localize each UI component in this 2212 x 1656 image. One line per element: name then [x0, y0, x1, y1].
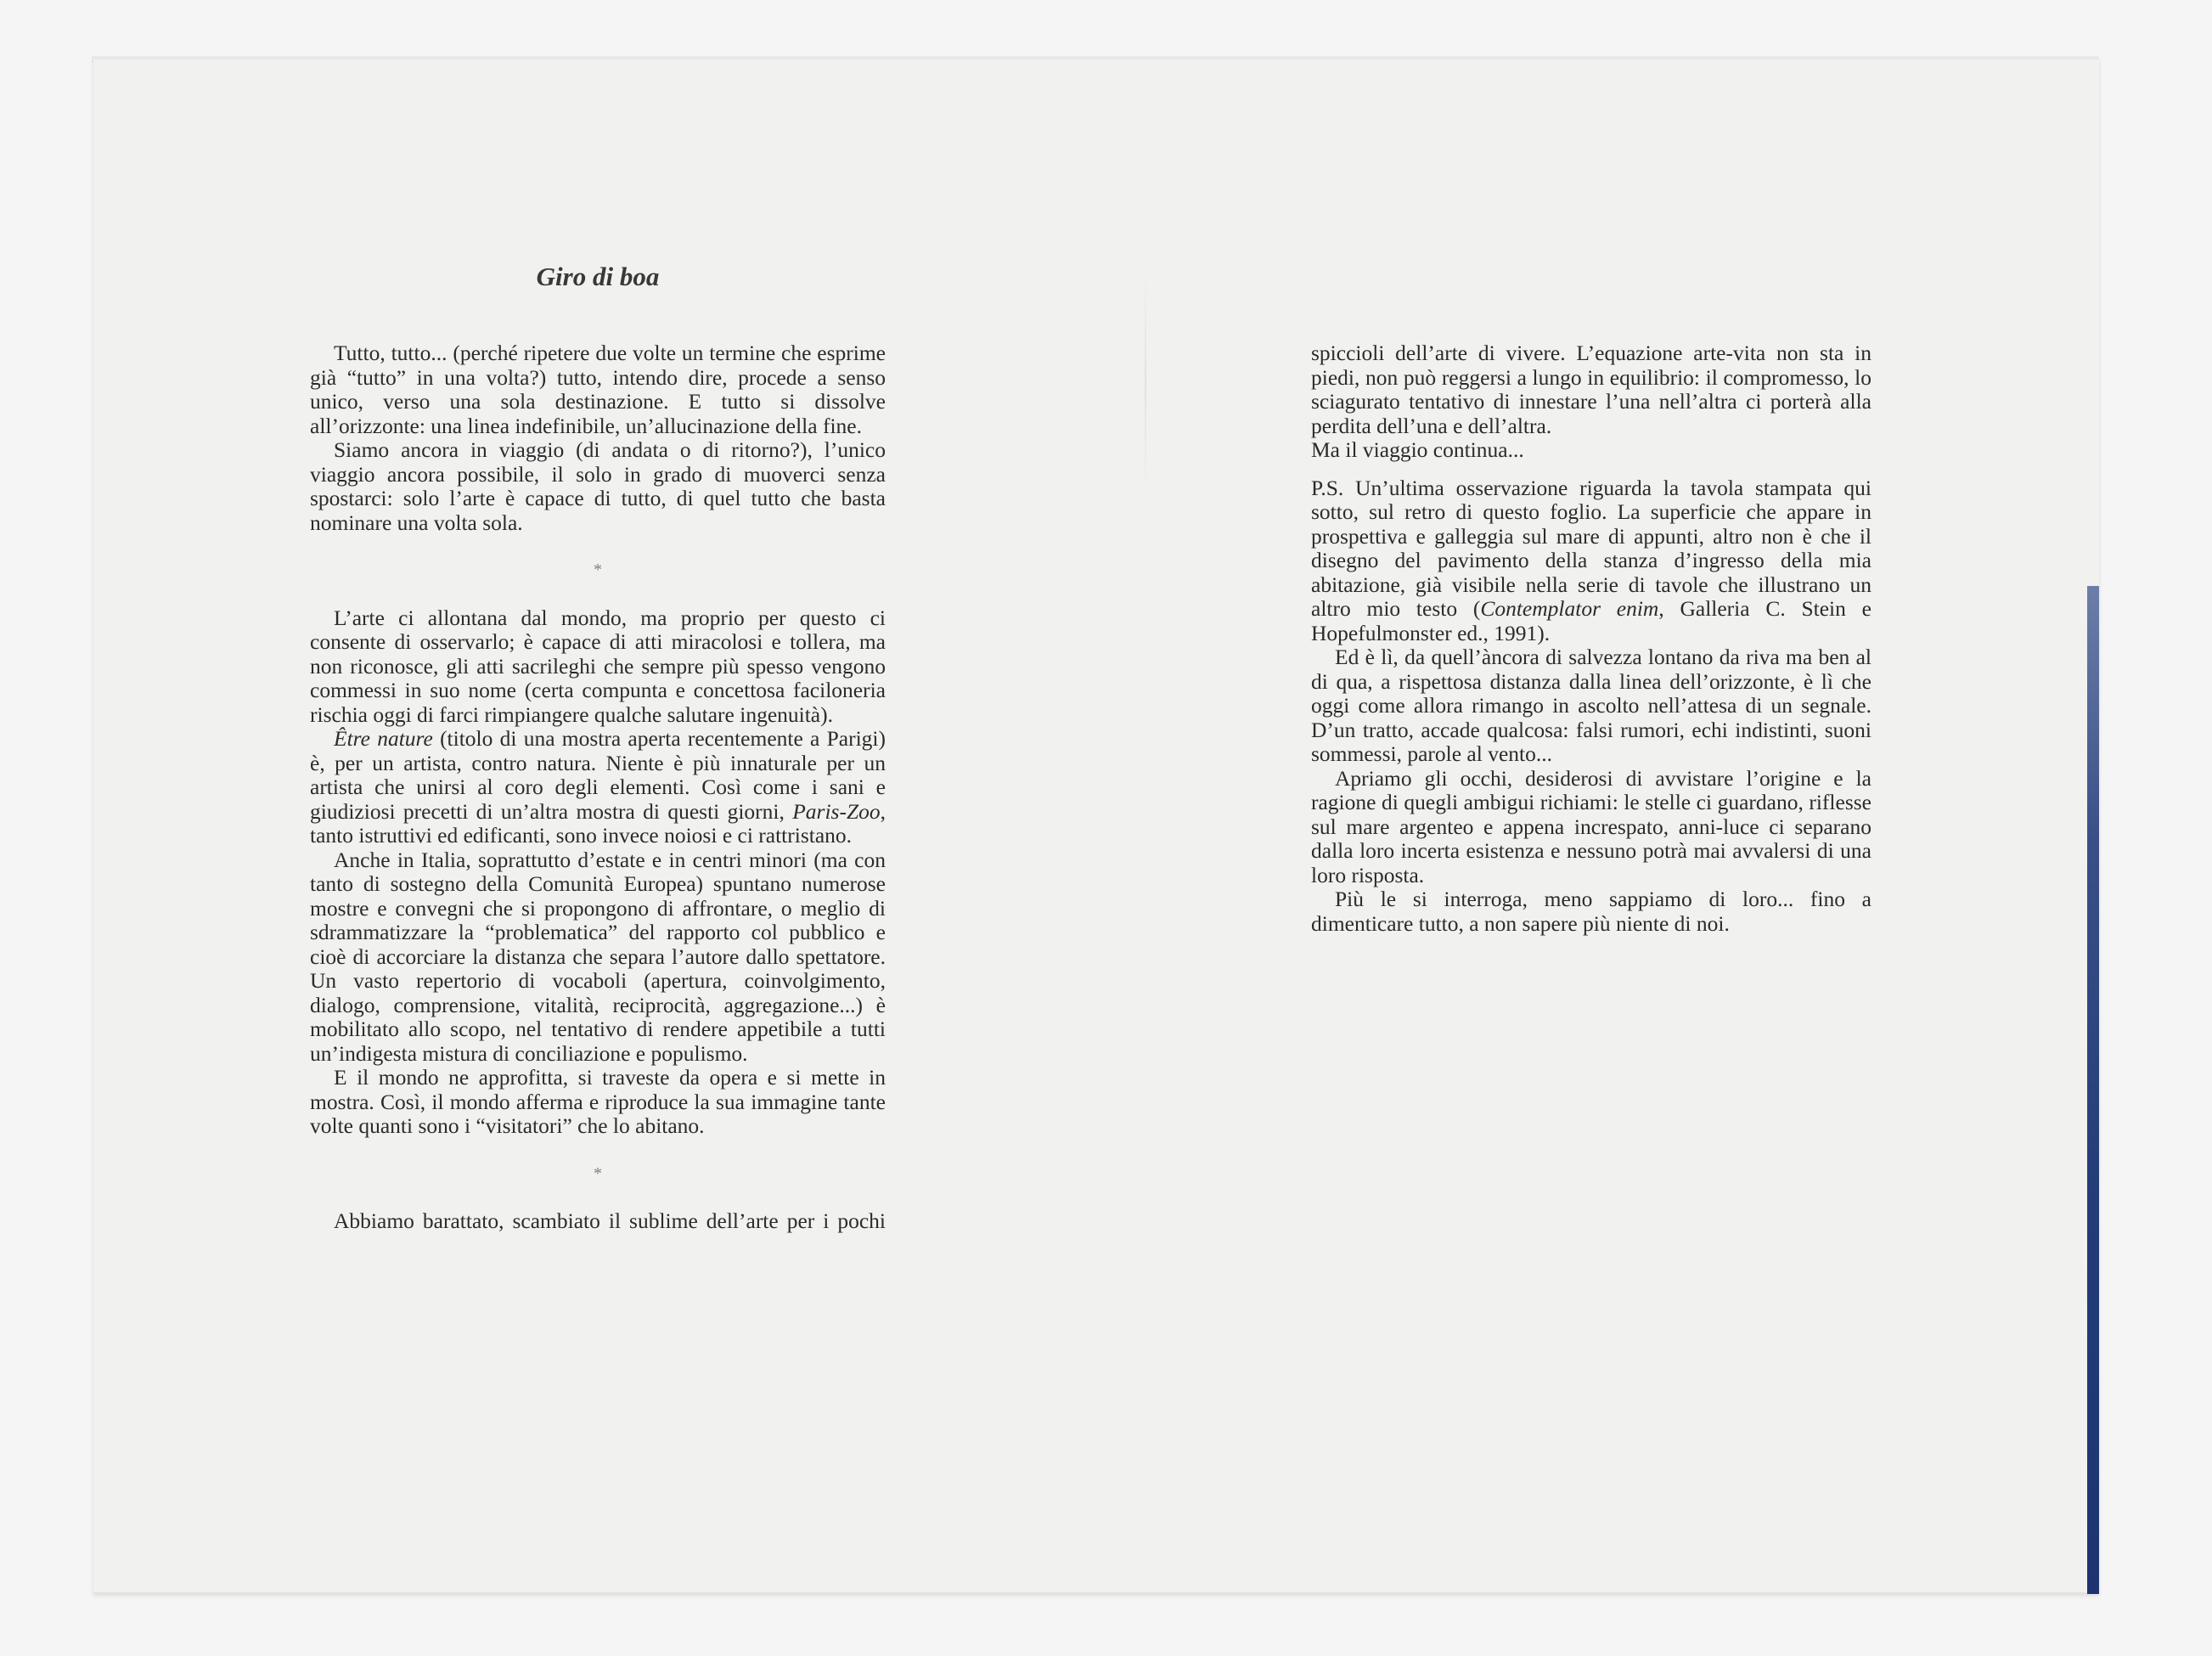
paragraph-4-end: , tanto istruttivi ed edificanti, sono invece noiosi e ci rattristano. [310, 798, 886, 848]
paragraph-continued: spiccioli dell’arte di vivere. L’equazione arte-vita non sta in piedi, non può reggersi a lungo in equilibrio: il compromesso, lo sciagurato tentativo di innestare l’una nell’altra ci porterà alla perdita dell’una e dell’altra. [1311, 341, 1871, 438]
italic-title-contemplator: Contemplator enim [1480, 596, 1659, 621]
paragraph-ps-text: P.S. Un’ultima osservazione riguarda la tavola stampata qui sotto, sul retro di questo foglio. La superficie che appare in prospettiva e galleggia sul mare di appunti, altro non è che il disegno del pavimento della stanza d’ingresso della mia abitazione, già visibile nella serie di tavole che illustrano un altro mio testo ( [1311, 475, 1871, 621]
italic-title-etre-nature: Être nature [334, 726, 433, 751]
section-separator: * [594, 560, 602, 579]
paragraph-stars: Apriamo gli occhi, desiderosi di avvistare l’origine e la ragione di quegli ambigui richiami: le stelle ci guardano, riflesse sul mare argenteo e appena increspato, anni-luce ci separano dalla loro incerta esistenza e nessuno potrà mai avvalersi di una loro risposta. [1311, 765, 1871, 887]
paragraph-journey: Ma il viaggio continua... [1311, 437, 1524, 462]
paragraph-ps-end: , Galleria C. Stein e Hopefulmonster ed., 1991). [1311, 596, 1871, 645]
center-fold [1145, 272, 1146, 493]
blue-back-cover-edge [2087, 586, 2099, 1594]
paragraph-3: L’arte ci allontana dal mondo, ma proprio per questo ci consente di osservarlo; è capace di atti miracolosi e tollera, ma non riconosce, gli atti sacrileghi che sempre più spesso vengono commessi in suo nome (certa compunta e concettosa faciloneria rischia oggi di farci rimpiangere qualche salutare ingenuità). [310, 605, 886, 727]
paragraph-6: E il mondo ne approfitta, si traveste da opera e si mette in mostra. Così, il mondo afferma e riproduce la sua immagine tante volte quanti sono i “visitatori” che lo abitano. [310, 1065, 886, 1138]
paragraph-5: Anche in Italia, soprattutto d’estate e in centri minori (ma con tanto di sostegno della Comunità Europea) spuntano numerose mostre e convegni che si propongono di affrontare, o meglio di sdrammatizzare la “problematica” del rapporto col pubblico e cioè di accorciare la distanza che separa l’autore dallo spettatore. Un vasto repertorio di vocaboli (apertura, coinvolgimento, dialogo, comprensione, vitalità, reciprocità, aggregazione...) è mobilitato allo scopo, nel tentativo di rendere appetibile a tutti un’indigesta mistura di conciliazione e populismo. [310, 847, 886, 1066]
paragraph-7: Abbiamo barattato, scambiato il sublime dell’arte per i pochi [334, 1208, 886, 1233]
paragraph-1: Tutto, tutto... (perché ripetere due volte un termine che esprime già “tutto” in una volta?) tutto, intendo dire, procede a senso unico, verso una sola destinazione. E tutto si dissolve all’orizzonte: una linea indefinibile, un’allucinazione della fine. [310, 341, 886, 438]
paragraph-ps [1311, 476, 1871, 646]
paragraph-4 [310, 727, 886, 848]
paragraph-4-text: (titolo di una mostra aperta recentemente a Parigi) è, per un artista, contro natura. Niente è più innaturale per un artista che unirsi al coro degli elementi. Così come i sani e giudiziosi precetti di un’altra mostra di questi giorni, [310, 726, 886, 824]
right-page-text [1311, 341, 1871, 936]
italic-title-paris-zoo: Paris-Zoo [792, 798, 881, 824]
paragraph-final: Più le si interroga, meno sappiamo di loro... fino a dimenticare tutto, a non sapere più niente di noi. [1311, 887, 1871, 936]
essay-title: Giro di boa [536, 262, 660, 291]
left-page-text [310, 341, 886, 1234]
paragraph-anchor: Ed è lì, da quell’àncora di salvezza lontano da riva ma ben al di qua, a rispettosa distanza dalla linea dell’orizzonte, è lì che oggi come allora rimango in ascolto nell’attesa di un segnale. D’un tratto, accade qualcosa: falsi rumori, echi indistinti, suoni sommessi, parole al vento... [1311, 645, 1871, 766]
paragraph-2: Siamo ancora in viaggio (di andata o di ritorno?), l’unico viaggio ancora possibile, il solo in grado di muoverci senza spostarci: solo l’arte è capace di tutto, di quel tutto che basta nominare una volta sola. [310, 437, 886, 535]
section-separator-2: * [594, 1163, 602, 1183]
